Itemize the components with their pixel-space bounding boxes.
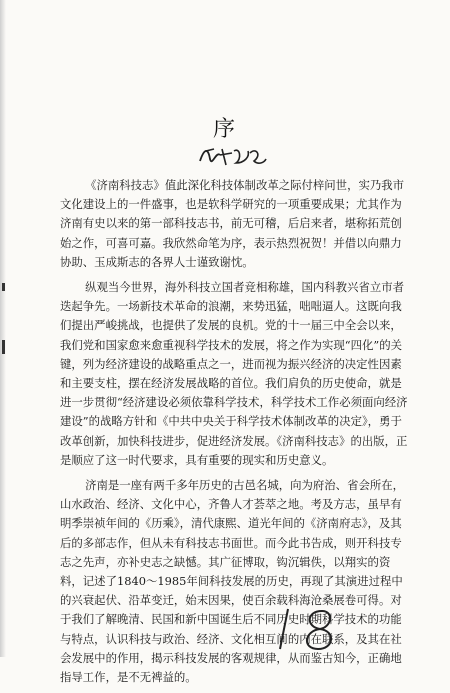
paragraph: 济南是一座有两千多年历史的古邑名城，向为府治、省会所在，山水政治、经济、文化中心，齐鲁人才荟萃之地。考及方志，虽早有明季崇祯年间的《历乘》，清代康熙、道光年间的《济南府志》，及其后的多部志作，但从未有科技志书面世。而今此书告成，则开科技专志之先声，亦补史志之缺憾。其广征博取，钩沉辑佚，以翔实的资料，记述了1840～1985年间科技发展的历史，再现了其演进过程中的兴衰起伏、沿革变迁，始末因果，使百余载科海沧桑展卷可得。对于我们了解晚清、民国和新中国诞生后不同历史时期科学技术的功能与特点，认识科技与政治、经济、文化相互间的内在联系，及其在社会发展中的作用，揭示科技发展的客观规律，从而鉴古知今，正确地指导工作，是不无裨益的。 [60, 478, 405, 685]
margin-mark [2, 340, 5, 354]
handwritten-signature [196, 141, 268, 171]
margin-mark [2, 283, 5, 291]
scan-shadow-edge [0, 0, 6, 657]
handwritten-page-number [270, 603, 360, 653]
page-title: 序 [212, 117, 237, 142]
paragraph: 纵观当今世界，海外科技立国者竞相称雄，国内科教兴省立市者迭起争先。一场新技术革命的浪潮，来势迅猛，咄咄逼人。这既向我们提出严峻挑战，也提供了发展的良机。党的十一届三中全会以来，我们党和国家愈来愈重视科学技术的发展，将之作为实现“四化”的关键，列为经济建设的战略重点之一，进而视为振兴经济的决定性因素和主要支柱，摆在经济发展战略的首位。我们肩负的历史使命，就是进一步贯彻“经济建设必须依靠科学技术，科学技术工作必须面向经济建设”的战略方针和《中共中央关于科学技术体制改革的决定》，勇于改革创新，加快科技进步，促进经济发展。《济南科技志》的出版，正是顺应了这一时代要求，具有重要的现实和历史意义。 [60, 280, 408, 467]
paragraph: 《济南科技志》值此深化科技体制改革之际付梓问世，实乃我市文化建设上的一件盛事，也是软科学研究的一项重要成果；尤其作为济南有史以来的第一部科技志书，前无可稽，后启来者，堪称拓荒创始之作，可喜可嘉。我欣然命笔为序，表示热烈祝贺！并借以向鼎力协助、玉成斯志的各界人士谨致谢忱。 [60, 178, 405, 269]
